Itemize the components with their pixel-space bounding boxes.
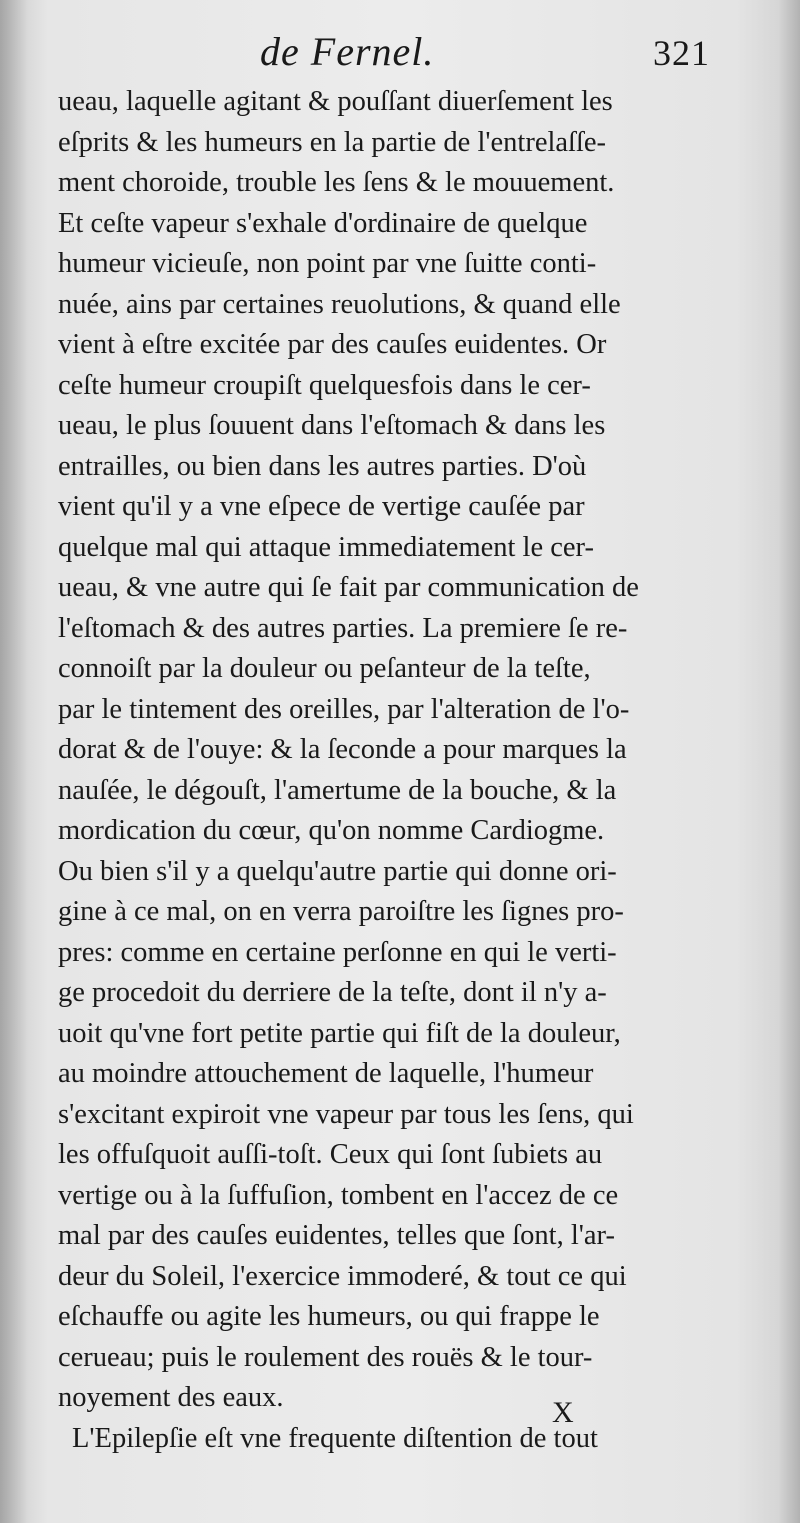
text-line: vient à eſtre excitée par des cauſes euidentes. Or [58, 329, 607, 360]
text-line: entrailles, ou bien dans les autres parties. D'où [58, 450, 587, 482]
text-line: par le tintement des oreilles, par l'alteration de l'o- [58, 693, 630, 725]
text-line: quelque mal qui attaque immediatement le cer- [58, 531, 594, 563]
text-line: vient qu'il y a vne eſpece de vertige cauſée par [58, 491, 585, 522]
text-line: pres: comme en certaine perſonne en qui le verti- [58, 936, 617, 968]
text-line: ment choroide, trouble les ſens & le mouuement. [58, 167, 615, 198]
text-line: gine à ce mal, on en verra paroiſtre les ſignes pro- [58, 896, 624, 927]
text-line: ge procedoit du derriere de la teſte, dont il n'y a- [58, 977, 607, 1008]
text-line: eſchauffe ou agite les humeurs, ou qui frappe le [58, 1301, 600, 1332]
text-line: au moindre attouchement de laquelle, l'humeur [58, 1058, 594, 1089]
page-edge-shadow [778, 0, 800, 1523]
page-number: 321 [653, 33, 710, 73]
text-line: deur du Soleil, l'exercice immoderé, & tout ce qui [58, 1260, 627, 1292]
text-line: ueau, le plus ſouuent dans l'eſtomach & dans les [58, 410, 606, 441]
text-line: l'eſtomach & des autres parties. La premiere ſe re- [58, 612, 628, 644]
text-line: uoit qu'vne fort petite partie qui fiſt de la douleur, [58, 1017, 621, 1049]
text-line: mordication du cœur, qu'on nomme Cardiogme. [58, 815, 605, 846]
page-header [60, 28, 710, 78]
text-line: ceſte humeur croupiſt quelquesfois dans le cer- [58, 369, 591, 401]
text-line: humeur vicieuſe, non point par vne ſuitte conti- [58, 248, 597, 279]
signature-mark: X [552, 1396, 574, 1429]
body-text [58, 82, 708, 1459]
text-line: les offuſquoit auſſi-toſt. Ceux qui ſont ſubiets au [58, 1139, 603, 1170]
text-line-paragraph-start: L'Epilepſie eſt vne frequente diſtention de tout [72, 1422, 598, 1454]
text-line: noyement des eaux. [58, 1382, 284, 1413]
text-line: nuée, ains par certaines reuolutions, & quand elle [58, 288, 621, 320]
text-line: ueau, & vne autre qui ſe fait par communication de [58, 572, 639, 603]
text-line: Et ceſte vapeur s'exhale d'ordinaire de quelque [58, 207, 588, 239]
text-line: s'excitant expiroit vne vapeur par tous les ſens, qui [58, 1098, 634, 1130]
text-line: eſprits & les humeurs en la partie de l'entrelaſſe- [58, 126, 607, 158]
text-line: cerueau; puis le roulement des rouës & le tour- [58, 1341, 593, 1373]
text-line: connoiſt par la douleur ou peſanteur de la teſte, [58, 653, 591, 684]
running-title: de Fernel. [260, 29, 435, 74]
text-line: Ou bien s'il y a quelqu'autre partie qui donne ori- [58, 855, 617, 887]
text-line: nauſée, le dégouſt, l'amertume de la bouche, & la [58, 774, 617, 806]
text-line: vertige ou à la ſuffuſion, tombent en l'accez de ce [58, 1179, 619, 1211]
gutter-shadow [0, 0, 28, 1523]
text-line: mal par des cauſes euidentes, telles que ſont, l'ar- [58, 1220, 615, 1251]
text-line: dorat & de l'ouye: & la ſeconde a pour marques la [58, 734, 627, 765]
text-line: ueau, laquelle agitant & pouſſant diuerſement les [58, 86, 613, 117]
